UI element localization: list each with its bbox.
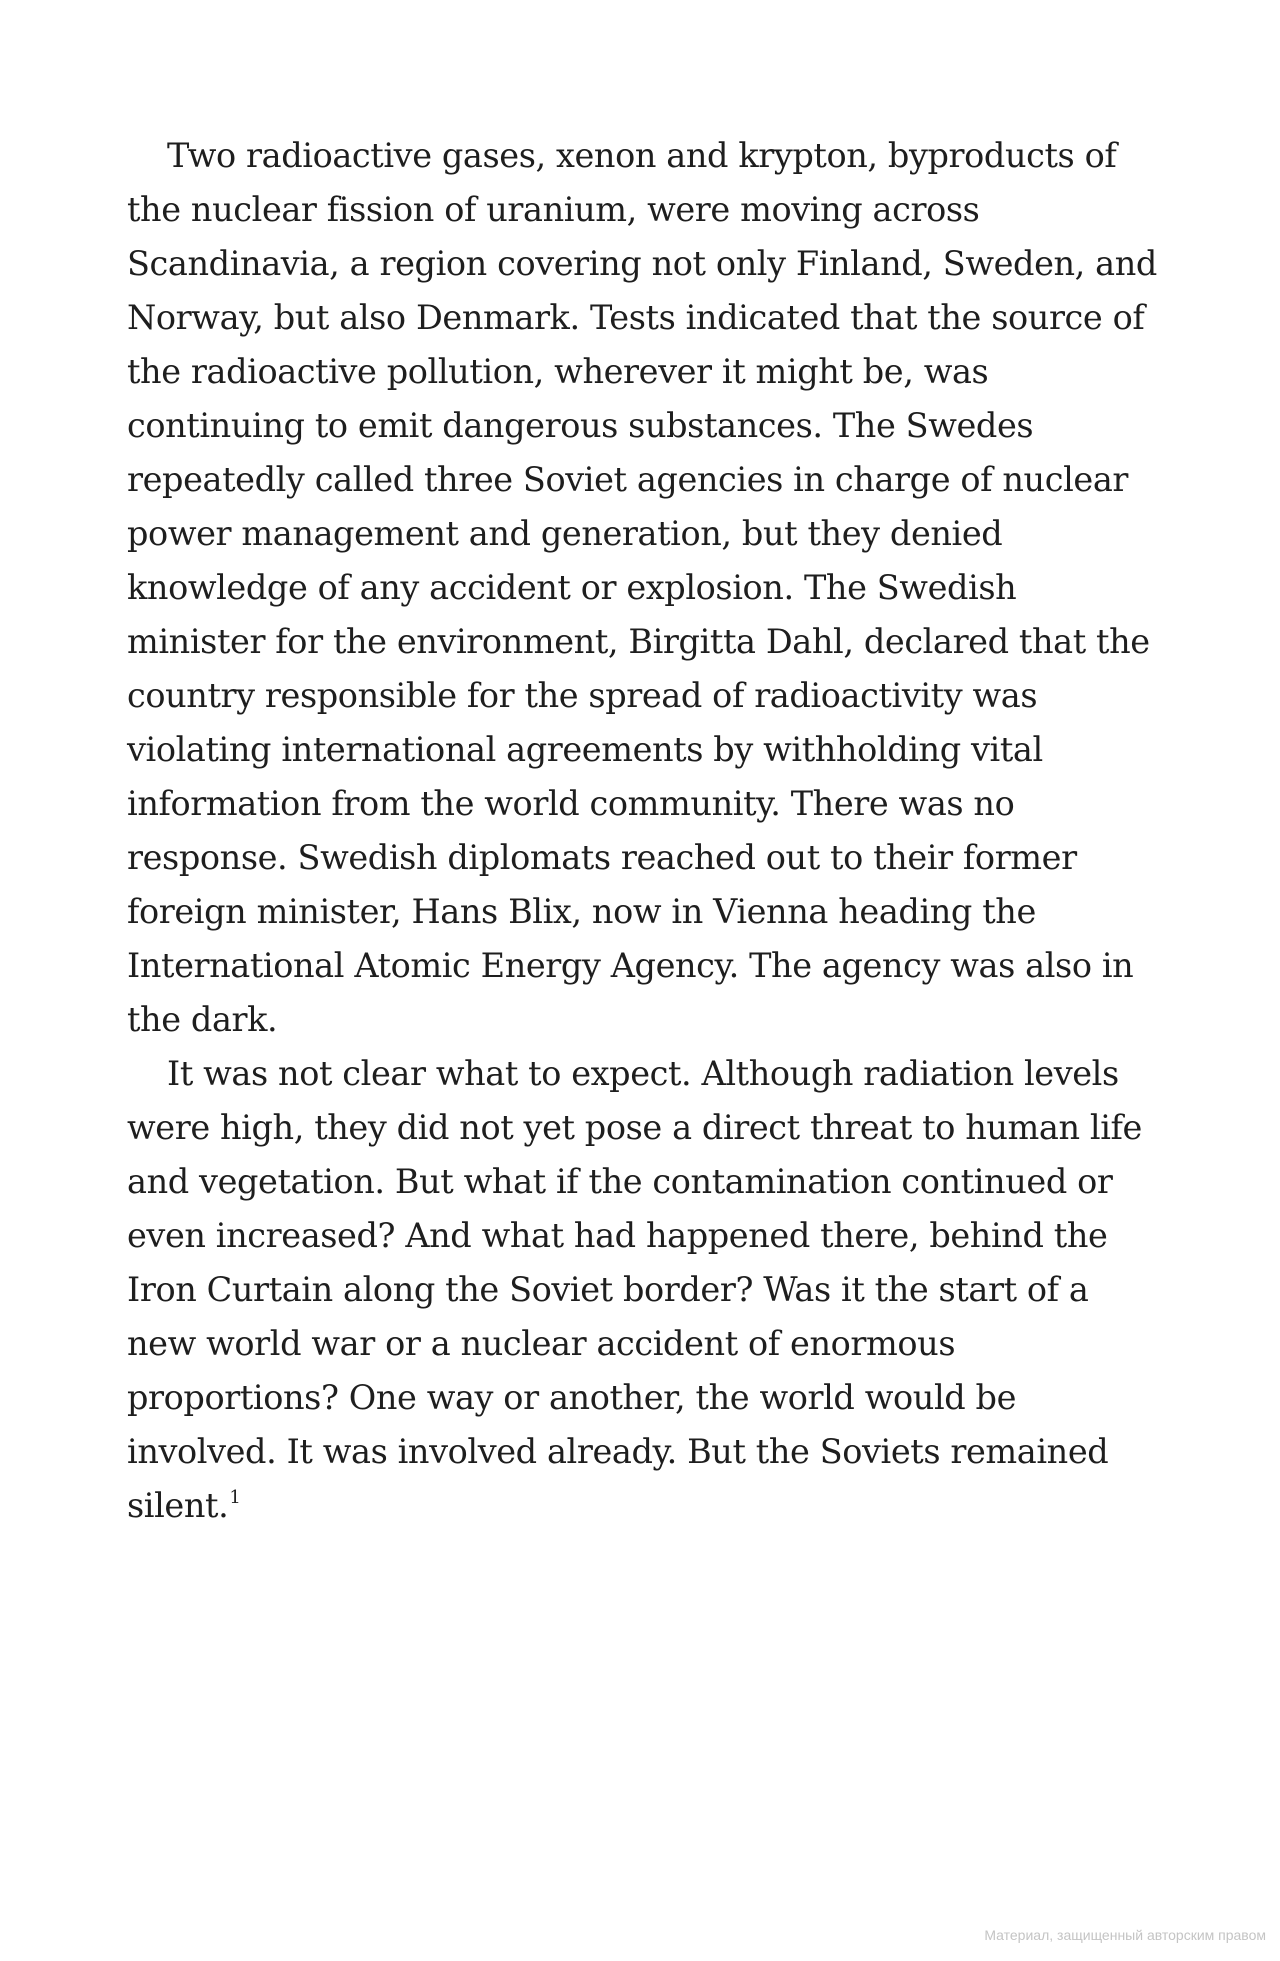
paragraph-1-line: repeatedly called three Soviet agencies in charge of nuclear	[127, 460, 1129, 499]
paragraph-1-line: the nuclear fission of uranium, were moving across	[127, 190, 980, 229]
paragraph-1-line: Scandinavia, a region covering not only Finland, Sweden, and	[127, 244, 1157, 283]
paragraph-2-line: It was not clear what to expect. Although radiation levels	[167, 1054, 1119, 1093]
paragraph-1-line: information from the world community. There was no	[127, 784, 1015, 823]
paragraph-1-line: violating international agreements by withholding vital	[127, 730, 1043, 769]
paragraph-2-line: new world war or a nuclear accident of enormous	[127, 1324, 956, 1363]
paragraph-2-line: even increased? And what had happened there, behind the	[127, 1216, 1108, 1255]
paragraph-1-line: knowledge of any accident or explosion. The Swedish	[127, 568, 1017, 607]
paragraph-1-line: country responsible for the spread of radioactivity was	[127, 676, 1038, 715]
paragraph-1-line: response. Swedish diplomats reached out to their former	[127, 838, 1077, 877]
paragraph-1-line: foreign minister, Hans Blix, now in Vienna heading the	[127, 892, 1036, 931]
paragraph-1-line: the radioactive pollution, wherever it might be, was	[127, 352, 989, 391]
footnote-marker[interactable]: 1	[229, 1487, 241, 1508]
paragraph-2-line: silent.	[127, 1486, 229, 1525]
paragraph-1-line: Two radioactive gases, xenon and krypton, byproducts of	[167, 136, 1117, 175]
paragraph-2-line: and vegetation. But what if the contamination continued or	[127, 1162, 1113, 1201]
paragraph-1-line: power management and generation, but they denied	[127, 514, 1003, 553]
paragraph-1-line: continuing to emit dangerous substances. The Swedes	[127, 406, 1034, 445]
paragraph-1-line: International Atomic Energy Agency. The agency was also in	[127, 946, 1134, 985]
paragraph-2-last-line	[127, 1479, 1147, 1533]
paragraph-2-line: involved. It was involved already. But the Soviets remained	[127, 1432, 1109, 1471]
paragraph-1-line: Norway, but also Denmark. Tests indicated that the source of	[127, 298, 1145, 337]
paragraph-1-line: minister for the environment, Birgitta Dahl, declared that the	[127, 622, 1150, 661]
body-text	[127, 129, 1157, 1533]
paragraph-2-line: Iron Curtain along the Soviet border? Was it the start of a	[127, 1270, 1089, 1309]
paragraph-1-line: the dark.	[127, 1000, 278, 1039]
paragraph-2-line: proportions? One way or another, the world would be	[127, 1378, 1017, 1417]
paragraph-2-line: were high, they did not yet pose a direct threat to human life	[127, 1108, 1142, 1147]
copyright-watermark: Материал, защищенный авторским правом	[984, 1927, 1266, 1943]
